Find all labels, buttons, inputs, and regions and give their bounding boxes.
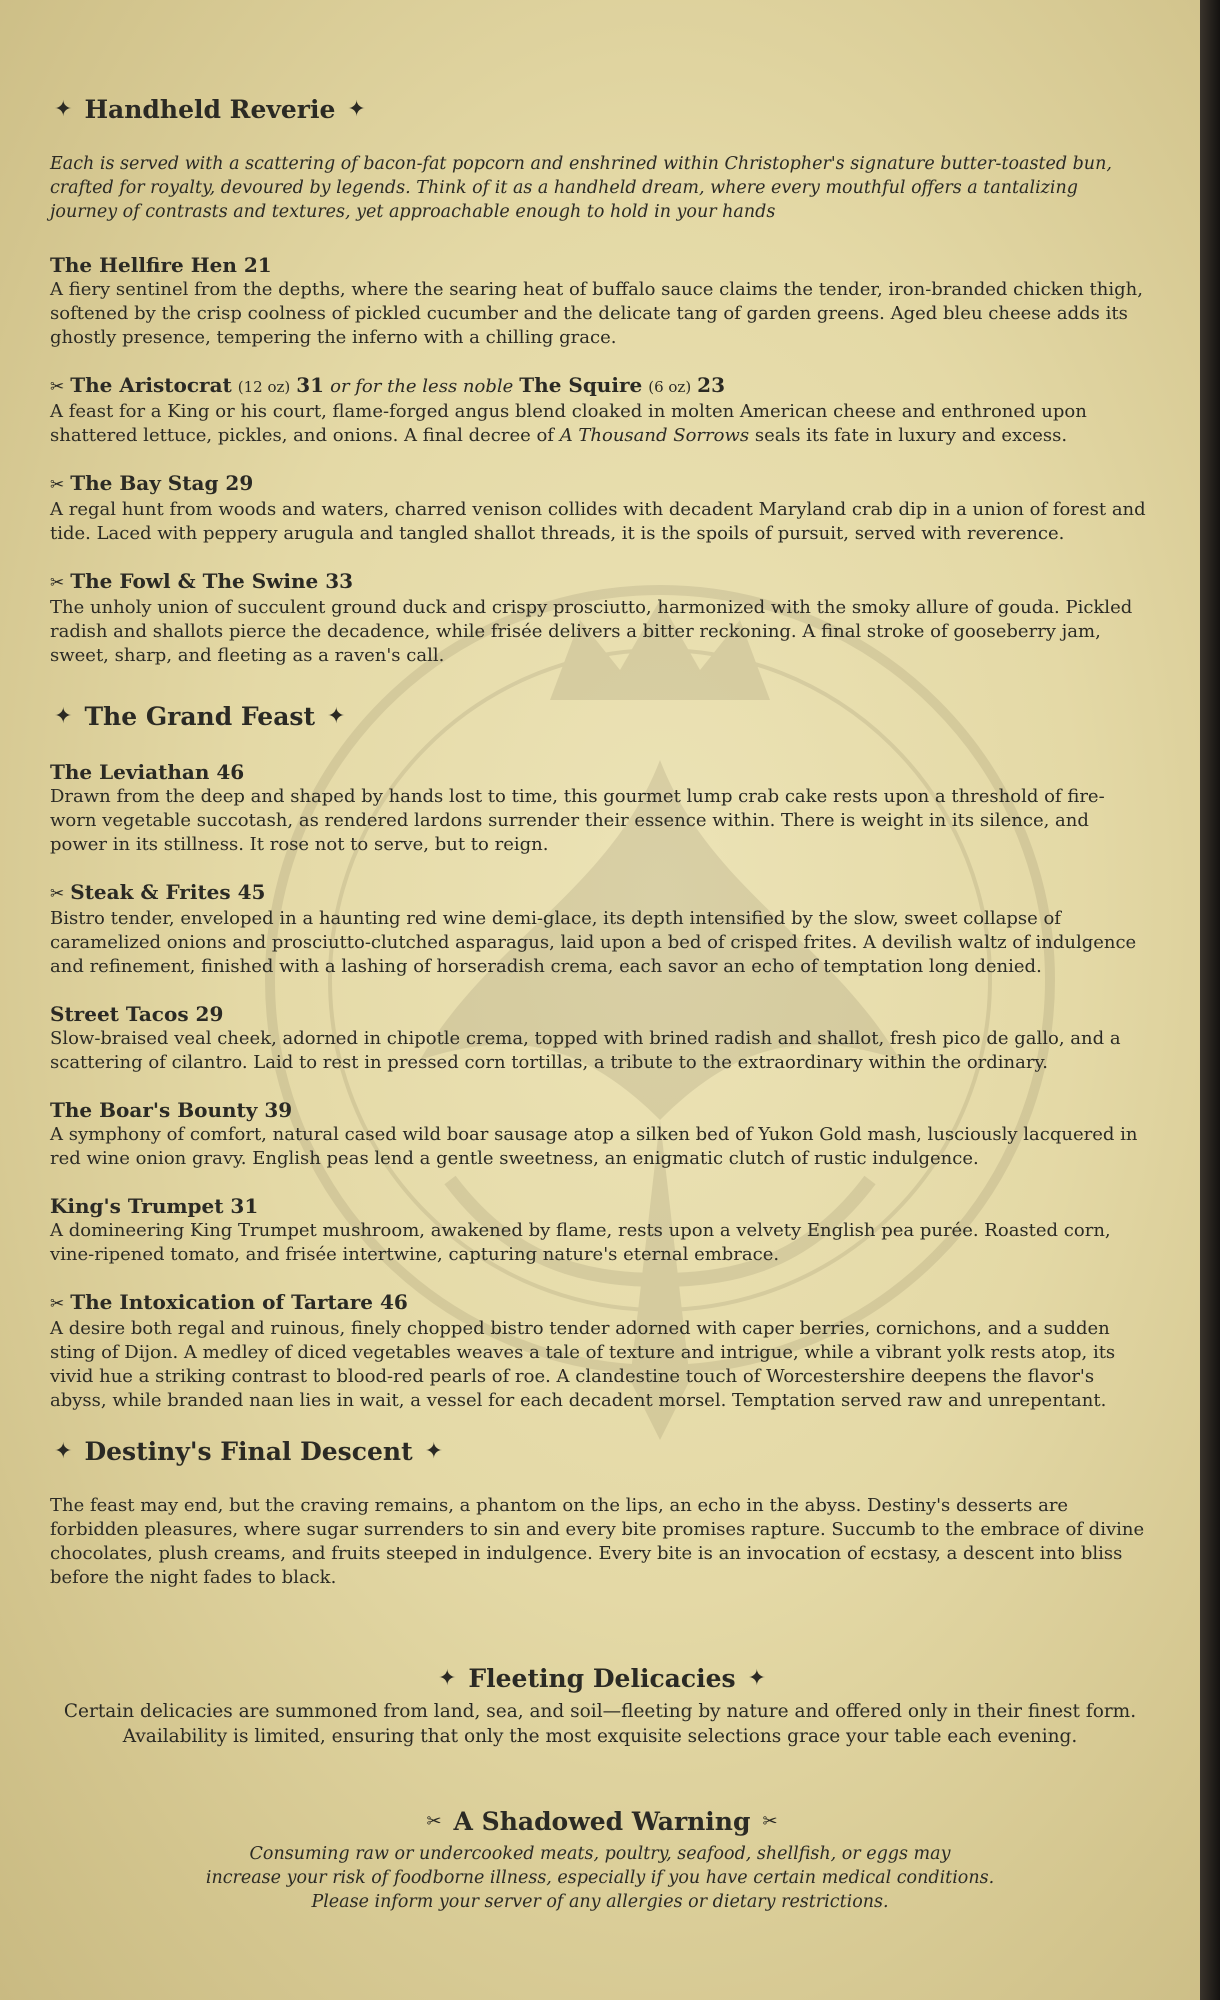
menu-item [50, 470, 1150, 546]
item-name: King's Trumpet 31 [50, 1194, 259, 1218]
item-name: The Intoxication of Tartare 46 [70, 1290, 408, 1314]
scissors-icon: ✂ [50, 573, 65, 593]
warning-line-3: Please inform your server of any allergies or dietary restrictions. [311, 1892, 889, 1912]
menu-item [50, 1097, 1150, 1171]
item-alt-size: (6 oz) [648, 378, 692, 396]
item-description: Drawn from the deep and shaped by hands lost to time, this gourmet lump crab cake rests upon a threshold of fire-worn vegetable succotash, as rendered lardons surrender their essence within. There is weight in its silence, and power in its stillness. It rose not to serve, but to reign. [50, 786, 1105, 855]
star-icon: ✦ [424, 1439, 444, 1464]
warning-line-2: increase your risk of foodborne illness, especially if you have certain medical conditions. [205, 1868, 995, 1888]
section-title-text: The Grand Feast [84, 702, 316, 731]
scissors-icon: ✂ [50, 475, 65, 495]
scissors-icon: ✂ [762, 1811, 778, 1832]
item-name: The Aristocrat [70, 373, 232, 397]
menu-item [50, 1001, 1150, 1075]
item-alt-price: 23 [697, 373, 726, 397]
menu-item [50, 759, 1150, 857]
menu-item [50, 879, 1150, 979]
item-name: Steak & Frites 45 [70, 880, 266, 904]
item-name: The Leviathan 46 [50, 760, 245, 784]
warning-line-1: Consuming raw or undercooked meats, poultry, seafood, shellfish, or eggs may [249, 1844, 951, 1864]
section-title-warning [54, 1807, 1150, 1836]
section-title-text: Handheld Reverie [84, 95, 336, 124]
star-icon: ✦ [54, 1439, 73, 1464]
section-title-text: Fleeting Delicacies [468, 1664, 736, 1693]
item-description: A domineering King Trumpet mushroom, awakened by flame, rests upon a velvety English pea purée. Roasted corn, vine-ripened tomato, and frisée intertwine, capturing nature's eternal embrace. [50, 1220, 1111, 1265]
section-title-grand-feast [54, 702, 1150, 731]
fleeting-line-1: Certain delicacies are summoned from land, sea, and soil—fleeting by nature and offered only in their finest form. [63, 1701, 1137, 1722]
item-price: 31 [296, 373, 325, 397]
item-description: A feast for a King or his court, flame-forged angus blend cloaked in molten American cheese and enthroned upon shattered lettuce, pickles, and onions. A final decree of A Thousand Sorrows seals its fate in luxury and excess. [50, 401, 1087, 446]
menu-item [50, 372, 1150, 448]
item-name: The Bay Stag 29 [70, 471, 254, 495]
page-edge [1200, 0, 1220, 2000]
section-title-text: A Shadowed Warning [453, 1807, 751, 1836]
star-icon: ✦ [327, 704, 346, 729]
scissors-icon: ✂ [426, 1811, 442, 1832]
scissors-icon: ✂ [50, 1294, 65, 1314]
item-name: The Boar's Bounty 39 [50, 1098, 293, 1122]
item-name: Street Tacos 29 [50, 1002, 224, 1026]
destiny-description: The feast may end, but the craving remains, a phantom on the lips, an echo in the abyss. Destiny's desserts are forbidden pleasures, where sugar surrenders to sin and every bite promises rapture. Succumb to the embrace of divine chocolates, plush creams, and fruits steeped in indulgence. Every bite is an invocation of ecstasy, a descent into bliss before the night fades to black. [50, 1495, 1145, 1588]
scissors-icon: ✂ [50, 377, 65, 397]
star-icon: ✦ [747, 1666, 767, 1691]
section-title-handheld [54, 95, 1150, 124]
item-description: Slow-braised veal cheek, adorned in chipotle crema, topped with brined radish and shallot, fresh pico de gallo, and a scattering of cilantro. Laid to rest in pressed corn tortillas, a tribute to the extraordinary within the ordinary. [50, 1028, 1121, 1073]
item-alt-text: or for the less noble [330, 376, 514, 397]
fleeting-line-2: Availability is limited, ensuring that only the most exquisite selections grace your table each evening. [122, 1726, 1078, 1747]
section-title-text: Destiny's Final Descent [84, 1437, 413, 1466]
item-description: A fiery sentinel from the depths, where the searing heat of buffalo sauce claims the tender, iron-branded chicken thigh, softened by the crisp coolness of pickled cucumber and the delicate tang of garden greens. Aged bleu cheese adds its ghostly presence, tempering the inferno with a chilling grace. [50, 279, 1143, 348]
item-alt-name: The Squire [519, 373, 643, 397]
star-icon: ✦ [54, 704, 73, 729]
menu-item [50, 568, 1150, 668]
star-icon: ✦ [437, 1666, 457, 1691]
menu-item [50, 1193, 1150, 1267]
fleeting-section [50, 1664, 1150, 1749]
item-description: A desire both regal and ruinous, finely chopped bistro tender adorned with caper berries, cornichons, and a sudden sting of Dijon. A medley of diced vegetables weaves a tale of texture and intrigue, while a vibrant yolk rests atop, its vivid hue a striking contrast to blood-red pearls of roe. A clandestine touch of Worcestershire deepens the flavor's abyss, while branded naan lies in wait, a vessel for each decadent morsel. Temptation served raw and unrepentant. [50, 1318, 1116, 1411]
item-description: Bistro tender, enveloped in a haunting red wine demi-glace, its depth intensified by the slow, sweet collapse of caramelized onions and prosciutto-clutched asparagus, laid upon a bed of crisped frites. A devilish waltz of indulgence and refinement, finished with a lashing of horseradish crema, each savor an echo of temptation long denied. [50, 908, 1137, 977]
item-name: The Fowl & The Swine 33 [70, 569, 354, 593]
item-description: The unholy union of succulent ground duck and crispy prosciutto, harmonized with the smoky allure of gouda. Pickled radish and shallots pierce the decadence, while frisée delivers a bitter reckoning. A final stroke of gooseberry jam, sweet, sharp, and fleeting as a raven's call. [50, 597, 1133, 666]
item-description: A symphony of comfort, natural cased wild boar sausage atop a silken bed of Yukon Gold mash, lusciously lacquered in red wine onion gravy. English peas lend a gentle sweetness, an enigmatic clutch of rustic indulgence. [50, 1124, 1138, 1169]
scissors-icon: ✂ [50, 884, 65, 904]
item-name: The Hellfire Hen 21 [50, 253, 272, 277]
menu-item [50, 252, 1150, 350]
section-title-fleeting [54, 1664, 1150, 1693]
section-intro: Each is served with a scattering of bacon-fat popcorn and enshrined within Christopher's signature butter-toasted bun, crafted for royalty, devoured by legends. Think of it as a handheld dream, where every mouthful offers a tantalizing journey of contrasts and textures, yet approachable enough to hold in your hands [50, 154, 1112, 222]
star-icon: ✦ [54, 97, 73, 122]
menu-item [50, 1289, 1150, 1413]
section-title-destiny [54, 1437, 1150, 1466]
item-description: A regal hunt from woods and waters, charred venison collides with decadent Maryland crab dip in a union of forest and tide. Laced with peppery arugula and tangled shallot threads, it is the spoils of pursuit, served with reverence. [50, 499, 1146, 544]
star-icon: ✦ [347, 97, 366, 122]
warning-section [50, 1807, 1150, 1914]
item-size: (12 oz) [237, 378, 291, 396]
